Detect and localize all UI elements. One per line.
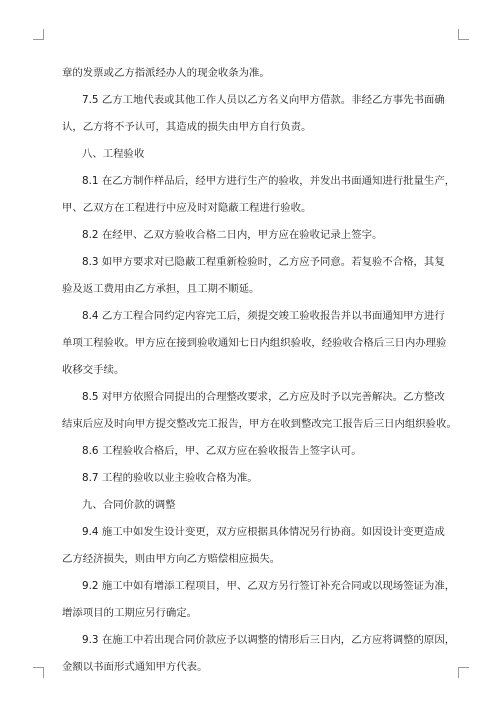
document-body	[62, 67, 457, 674]
clause-8-6: 8.6 工程验收合格后，甲、乙双方应在验收报告上签字认可。	[82, 445, 362, 457]
clause-8-3: 8.3 如甲方要求对已隐蔽工程重新检验时，乙方应予同意。若复验不合格，其复	[82, 256, 445, 268]
text-line: 增添项目的工期应另行确定。	[62, 607, 198, 619]
clause-7-5: 7.5 乙方工地代表或其他工作人员以乙方名义向甲方借款。非经乙方事先书面确	[82, 94, 445, 106]
crop-mark-bottom-left	[33, 667, 44, 678]
clause-8-2: 8.2 在经甲、乙双方验收合格二日内，甲方应在验收记录上签字。	[82, 229, 383, 241]
text-line: 章的发票或乙方指派经办人的现金收条为准。	[62, 67, 270, 79]
crop-mark-top-right	[458, 29, 469, 40]
crop-mark-bottom-right	[458, 667, 469, 678]
text-line: 金额以书面形式通知甲方代表。	[62, 661, 208, 673]
section-heading: 九、合同价款的调整	[82, 499, 176, 511]
clause-8-5: 8.5 对甲方依照合同提出的合理整改要求，乙方应及时予以完善解决。乙方整改	[82, 391, 445, 403]
text-line: 认，乙方将不予认可，其造成的损失由甲方自行负责。	[62, 121, 312, 133]
text-line: 验及返工费用由乙方承担，且工期不顺延。	[62, 283, 260, 295]
clause-8-1: 8.1 在乙方制作样品后，经甲方进行生产的验收，并发出书面通知进行批量生产，	[82, 175, 456, 187]
clause-8-4: 8.4 乙方工程合同约定内容完工后，须提交竣工验收报告并以书面通知甲方进行	[82, 310, 445, 322]
text-line: 收移交手续。	[62, 364, 125, 376]
text-line: 结束后应及时向甲方提交整改完工报告，甲方在收到整改完工报告后三日内组织验收。	[62, 418, 457, 430]
section-heading: 八、工程验收	[82, 148, 145, 160]
text-line: 甲、乙双方在工程进行中应及时对隐蔽工程进行验收。	[62, 202, 312, 214]
text-line: 乙方经济损失，则由甲方向乙方赔偿相应损失。	[62, 553, 281, 565]
clause-9-2: 9.2 施工中如有增添工程项目，甲、乙双方另行签订补充合同或以现场签证为准，	[82, 580, 456, 592]
crop-mark-top-left	[33, 29, 44, 40]
text-line: 单项工程验收。甲方应在接到验收通知七日内组织验收，经验收合格后三日内办理验	[62, 337, 447, 349]
clause-9-4: 9.4 施工中如发生设计变更，双方应根据具体情况另行协商。如因设计变更造成	[82, 526, 445, 538]
clause-9-3: 9.3 在施工中若出现合同价款应予以调整的情形后三日内，乙方应将调整的原因，	[82, 634, 456, 646]
clause-8-7: 8.7 工程的验收以业主验收合格为准。	[82, 472, 258, 484]
